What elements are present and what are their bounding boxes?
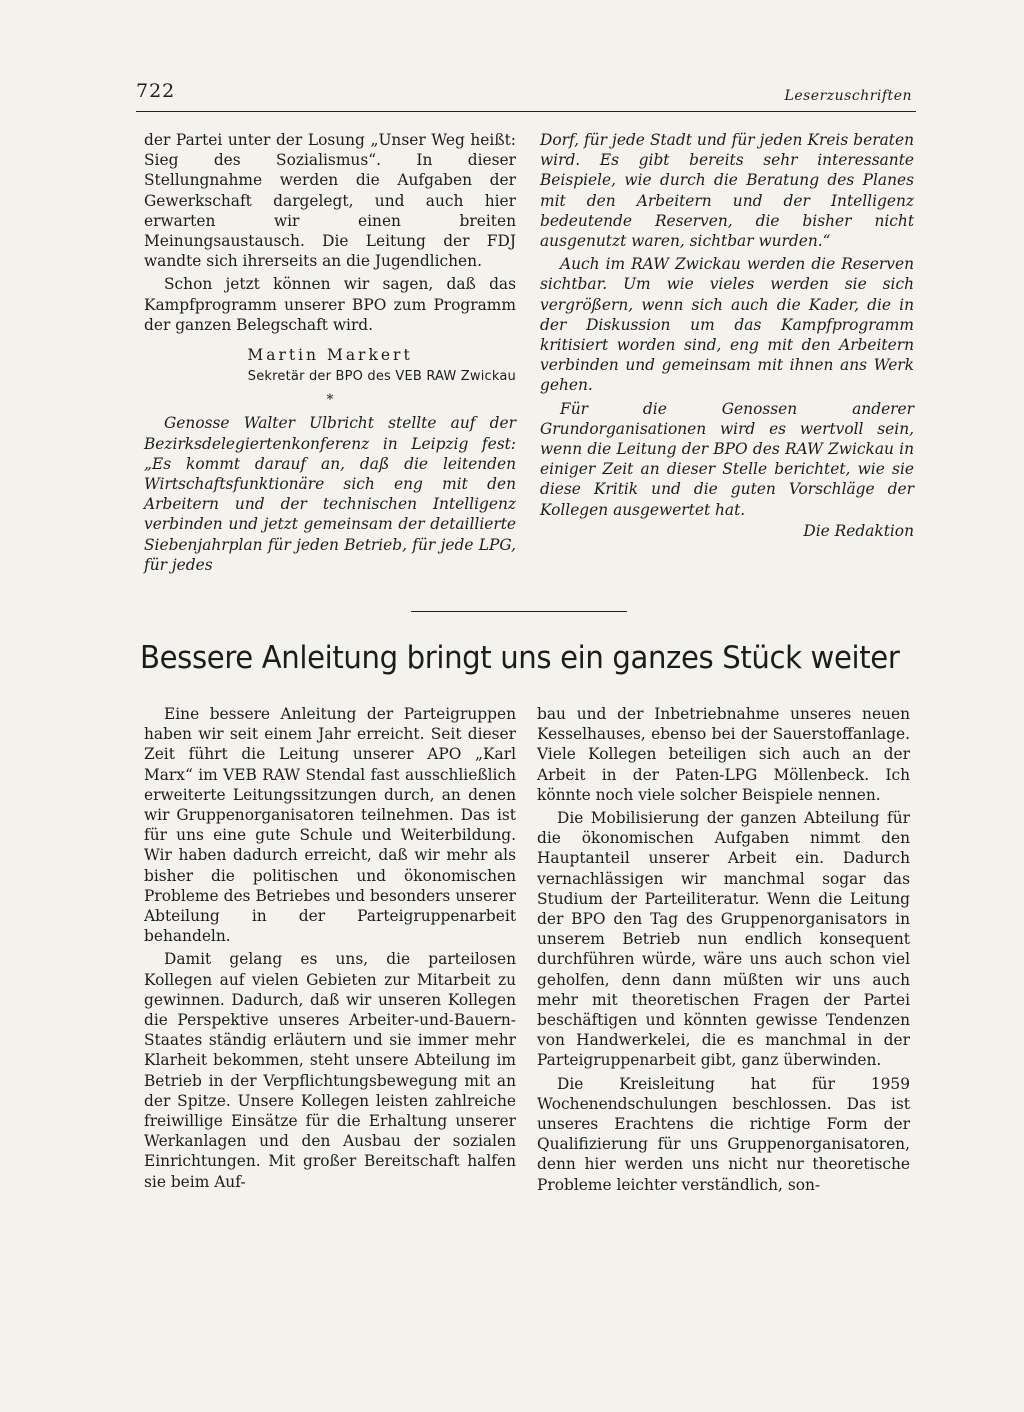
editorial-paragraph-2: Dorf, für jede Stadt und für jeden Kreis beraten wird. Es gibt bereits sehr interessante Beispiele, wie durch die Beratung des Planes mit den Arbeitern und der Intelligenz bedeutende Reserven, die bisher nicht ausgenutzt waren, sichtbar wurden.“	[540, 131, 914, 251]
section-separator: *	[326, 392, 334, 409]
letter1-author: Martin Markert	[247, 346, 413, 365]
letter1-paragraph-1: der Partei unter der Losung „Unser Weg heißt: Sieg des Sozialismus“. In dieser Stellungnahme werden die Aufgaben der Gewerkschaft dargelegt, und auch hier erwarten wir einen breiten Meinungsaustausch. Die Leitung der FDJ wandte sich ihrerseits an die Jugendlichen.	[144, 131, 516, 271]
top-left-column	[144, 130, 516, 575]
header-rule	[136, 111, 916, 112]
section-rule	[411, 611, 627, 612]
article-paragraph-1: Eine bessere Anleitung der Parteigruppen haben wir seit einem Jahr erreicht. Seit dieser Zeit führt die Leitung unserer APO „Karl Marx“ im VEB RAW Stendal fast ausschließlich erweiterte Leitungssitzungen durch, an denen wir Gruppenorganisatoren teilnehmen. Das ist für uns eine gute Schule und Weiterbildung. Wir haben dadurch erreicht, daß wir mehr als bisher die politischen und ökonomischen Probleme des Betriebes und besonders unserer Abteilung in der Parteigruppenarbeit behandeln.	[144, 705, 516, 946]
editorial-paragraph-1: Genosse Walter Ulbricht stellte auf der Bezirksdelegiertenkonferenz in Leipzig fest: „Es kommt darauf an, daß die leitenden Wirtschaftsfunktionäre sich eng mit den Arbeitern und der technischen Intelligenz verbinden und jetzt gemeinsam der detaillierte Siebenjahrplan für jeden Betrieb, für jede LPG, für jedes	[144, 414, 516, 574]
editorial-signature: Die Redaktion	[803, 521, 914, 540]
editorial-left	[144, 413, 516, 575]
page-number: 722	[136, 80, 176, 102]
article-paragraph-3: bau und der Inbetriebnahme unseres neuen Kesselhauses, ebenso bei der Sauerstoffanlage. Viele Kollegen beteiligen sich auch an der Arbeit in der Paten-LPG Möllenbeck. Ich könnte noch viele solcher Beispiele nennen.	[537, 705, 910, 804]
article-paragraph-2: Damit gelang es uns, die parteilosen Kollegen auf vielen Gebieten zur Mitarbeit zu gewinnen. Dadurch, daß wir unseren Kollegen die Perspektive unseres Arbeiter-und-Bauern-Staates ständig erläutern und sie immer mehr Klarheit bekommen, steht unsere Abteilung im Betrieb in der Verpflichtungsbewegung mit an der Spitze. Unsere Kollegen leisten zahlreiche freiwillige Einsätze für die Erhaltung unserer Werkanlagen und den Ausbau der sozialen Einrichtungen. Mit großer Bereitschaft halfen sie beim Auf-	[144, 950, 516, 1191]
running-head: Leserzuschriften	[784, 88, 912, 104]
editorial-paragraph-4: Für die Genossen anderer Grundorganisationen wird es wertvoll sein, wenn die Leitung der BPO des RAW Zwickau in einiger Zeit an dieser Stelle berichtet, wie sie diese Kritik und die guten Vorschläge der Kollegen ausgewertet hat.	[540, 399, 914, 519]
bottom-right-column	[537, 704, 910, 1195]
letter1-paragraph-2: Schon jetzt können wir sagen, daß das Kampfprogramm unserer BPO zum Programm der ganzen Belegschaft wird.	[144, 275, 516, 334]
article-paragraph-4: Die Mobilisierung der ganzen Abteilung für die ökonomischen Aufgaben nimmt den Hauptanteil unserer Arbeit ein. Dadurch vernachlässigen wir manchmal sogar das Studium der Parteiliteratur. Wenn die Leitung der BPO den Tag des Gruppenorganisators in unserem Betrieb nun endlich konsequent durchführen würde, wäre uns auch schon viel geholfen, denn dann müßten wir uns auch mehr mit theoretischen Fragen der Partei beschäftigen und könnten gewisse Tendenzen von Handwerkelei, die es manchmal in der Parteigruppenarbeit gibt, ganz überwinden.	[537, 809, 910, 1070]
bottom-left-column	[144, 704, 516, 1192]
article-paragraph-5: Die Kreisleitung hat für 1959 Wochenendschulungen beschlossen. Das ist unseres Erachtens die richtige Form der Qualifizierung für uns Gruppenorganisatoren, denn hier werden uns nicht nur theoretische Probleme leichter verständlich, son-	[537, 1074, 910, 1194]
editorial-paragraph-3: Auch im RAW Zwickau werden die Reserven sichtbar. Um wie vieles werden sie sich vergrößern, wenn sich auch die Kader, die in der Diskussion um das Kampfprogramm kritisiert worden sind, eng mit den Arbeitern verbinden und gemeinsam mit ihnen ans Werk gehen.	[540, 255, 914, 395]
article-headline: Bessere Anleitung bringt uns ein ganzes Stück weiter	[140, 640, 900, 676]
letter1-author-role: Sekretär der BPO des VEB RAW Zwickau	[247, 369, 516, 385]
top-right-column	[540, 130, 914, 541]
